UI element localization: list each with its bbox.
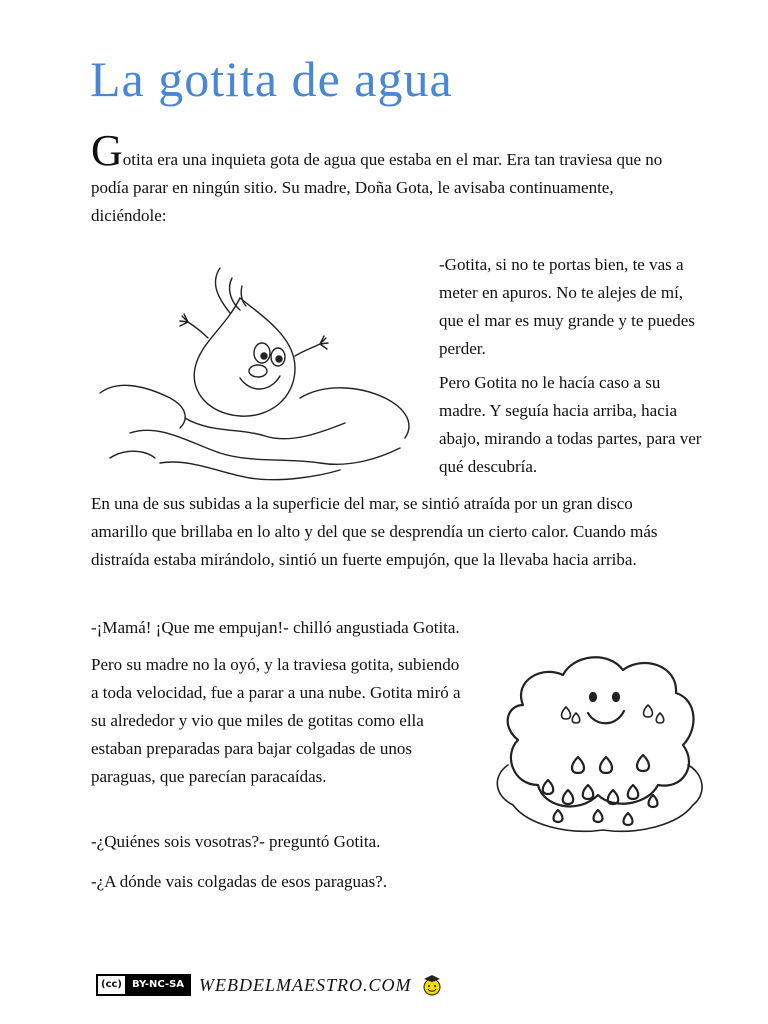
paragraph-intro-text: otita era una inquieta gota de agua que estaba en el mar. Era tan traviesa que no podía parar en ningún sitio. Su madre, Doña Gota, le avisaba continuamente, diciéndole: — [91, 150, 663, 225]
paragraph-shout: -¡Mamá! ¡Que me empujan!- chilló angustiada Gotita. — [91, 618, 460, 637]
site-name: WEBDELMAESTRO.COM — [199, 974, 412, 995]
paragraph-question-1: -¿Quiénes sois vosotras?- preguntó Gotita. — [91, 832, 381, 851]
water-drop-illustration — [90, 258, 425, 488]
paragraph-question-2: -¿A dónde vais colgadas de esos paraguas?. — [91, 872, 387, 891]
cc-license-badge — [96, 974, 191, 996]
cc-icon: (cc) — [98, 976, 127, 994]
drop-cap: G — [91, 126, 123, 175]
license-label: BY-NC-SA — [127, 976, 189, 994]
footer — [96, 972, 444, 998]
paragraph-cloud: Pero su madre no la oyó, y la traviesa gotita, subiendo a toda velocidad, fue a parar a una nube. Gotita miró a su alrededor y vio que miles de gotitas como ella estaban preparadas para bajar colgadas de unos paraguas, que parecían paracaídas. — [91, 655, 461, 786]
paragraph-mother-warning: -Gotita, si no te portas bien, te vas a meter en apuros. No te alejes de mí, que el mar es muy grande y te puedes perder. — [439, 255, 695, 358]
paragraph-intro — [91, 126, 691, 230]
page-title: La gotita de agua — [90, 51, 453, 107]
paragraph-not-listening: Pero Gotita no le hacía caso a su madre. Y seguía hacia arriba, hacia abajo, mirando a todas partes, para ver qué descubría. — [439, 373, 702, 476]
cloud-illustration — [488, 645, 713, 845]
paragraph-sun: En una de sus subidas a la superficie del mar, se sintió atraída por un gran disco amarillo que brillaba en lo alto y del que se desprendía un cierto calor. Cuando más distraída estaba mirándolo, sintió un fuerte empujón, que la llevaba hacia arriba. — [91, 494, 658, 569]
smiley-graduate-icon — [420, 973, 444, 997]
